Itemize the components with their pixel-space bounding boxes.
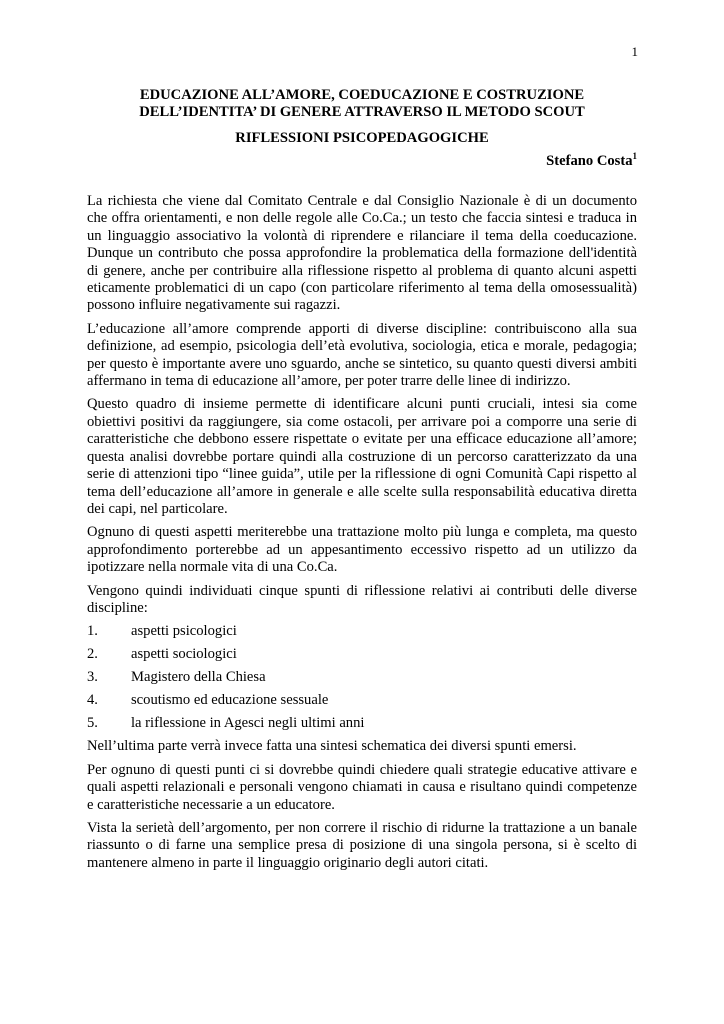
author-line bbox=[87, 153, 637, 170]
list-item-label: Magistero della Chiesa bbox=[131, 669, 266, 686]
paragraph: L’educazione all’amore comprende apporti di diverse discipline: contribuiscono alla sua definizione, ad esempio, psicologia dell’età evolutiva, sociologia, etica e morale, pedagogia; per questo è importante avere uno sguardo, anche se sintetico, su quanto questi diversi ambiti affermano in tema di educazione all’amore, per poter trarre delle linee di indirizzo. bbox=[87, 320, 637, 390]
list-item-number: 3. bbox=[87, 669, 98, 686]
paragraph: La richiesta che viene dal Comitato Centrale e dal Consiglio Nazionale è di un documento che offra orientamenti, e non delle regole alle Co.Ca.; un testo che faccia sintesi e traduca in un linguaggio associativo la volontà di riprendere e rilanciare il tema della coeducazione. Dunque un contributo che possa approfondire la problematica della formazione dell'identità di genere, anche per contribuire alla riflessione rispetto al problema di quanto alcuni aspetti eticamente problematici di un capo (con particolare riferimento al tema della omosessualità) possono influire negativamente sui ragazzi. bbox=[87, 193, 637, 314]
list-item bbox=[87, 623, 637, 640]
list-item-number: 5. bbox=[87, 714, 98, 731]
document-subtitle: RIFLESSIONI PSICOPEDAGOGICHE bbox=[235, 130, 489, 146]
paragraph: Ognuno di questi aspetti meriterebbe una trattazione molto più lunga e completa, ma questo approfondimento porterebbe ad un appesantimento eccessivo rispetto ad un utilizzo da ipotizzare nella normale vita di una Co.Ca. bbox=[87, 524, 637, 576]
numbered-list bbox=[87, 623, 637, 732]
title-line-2: DELL’IDENTITA’ DI GENERE ATTRAVERSO IL METODO SCOUT bbox=[139, 104, 585, 120]
paragraph: Vengono quindi individuati cinque spunti di riflessione relativi ai contributi delle diverse discipline: bbox=[87, 582, 637, 616]
list-item bbox=[87, 646, 637, 663]
title-line-1: EDUCAZIONE ALL’AMORE, COEDUCAZIONE E COSTRUZIONE bbox=[139, 87, 585, 103]
list-item-label: aspetti psicologici bbox=[131, 623, 237, 640]
paragraph: Nell’ultima parte verrà invece fatta una sintesi schematica dei diversi spunti emersi. bbox=[87, 738, 577, 755]
list-item-label: la riflessione in Agesci negli ultimi anni bbox=[131, 714, 365, 731]
list-item-label: scoutismo ed educazione sessuale bbox=[131, 692, 329, 709]
list-item bbox=[87, 669, 637, 686]
body-text bbox=[87, 193, 637, 872]
document-title bbox=[87, 87, 637, 121]
list-item-number: 2. bbox=[87, 646, 98, 663]
list-item bbox=[87, 715, 637, 732]
list-item-label: aspetti sociologici bbox=[131, 646, 237, 663]
paragraph: Vista la serietà dell’argomento, per non correre il rischio di ridurne la trattazione a un banale riassunto o di farne una semplice presa di posizione di una singola persona, si è scelto di mantenere almeno in parte il linguaggio originario degli autori citati. bbox=[87, 820, 637, 871]
page-number: 1 bbox=[631, 44, 638, 59]
author-footnote-marker: 1 bbox=[632, 151, 637, 162]
list-item-number: 1. bbox=[87, 623, 98, 640]
list-item bbox=[87, 692, 637, 709]
document-content bbox=[87, 87, 637, 878]
author-name: Stefano Costa bbox=[546, 153, 633, 169]
paragraph: Questo quadro di insieme permette di identificare alcuni punti cruciali, intesi sia come obiettivi positivi da raggiungere, sia come ostacoli, per arrivare poi a comporre una serie di caratteristiche che debbono essere rispettate o evitate per una efficace educazione all’amore; questa analisi dovrebbe portare quindi alla costruzione di un percorso caratterizzato da una serie di attenzioni tipo “linee guida”, utile per la riflessione di ogni Comunità Capi rispetto al tema dell’educazione all’amore in generale e alle scelte sulla responsabilità educativa diretta dei capi, nel particolare. bbox=[87, 396, 637, 517]
list-item-number: 4. bbox=[87, 692, 98, 709]
paragraph: Per ognuno di questi punti ci si dovrebbe quindi chiedere quali strategie educative attivare e quali aspetti relazionali e personali vengono chiamati in causa e risultano quindi competenze e caratteristiche necessarie a un educatore. bbox=[87, 761, 637, 813]
